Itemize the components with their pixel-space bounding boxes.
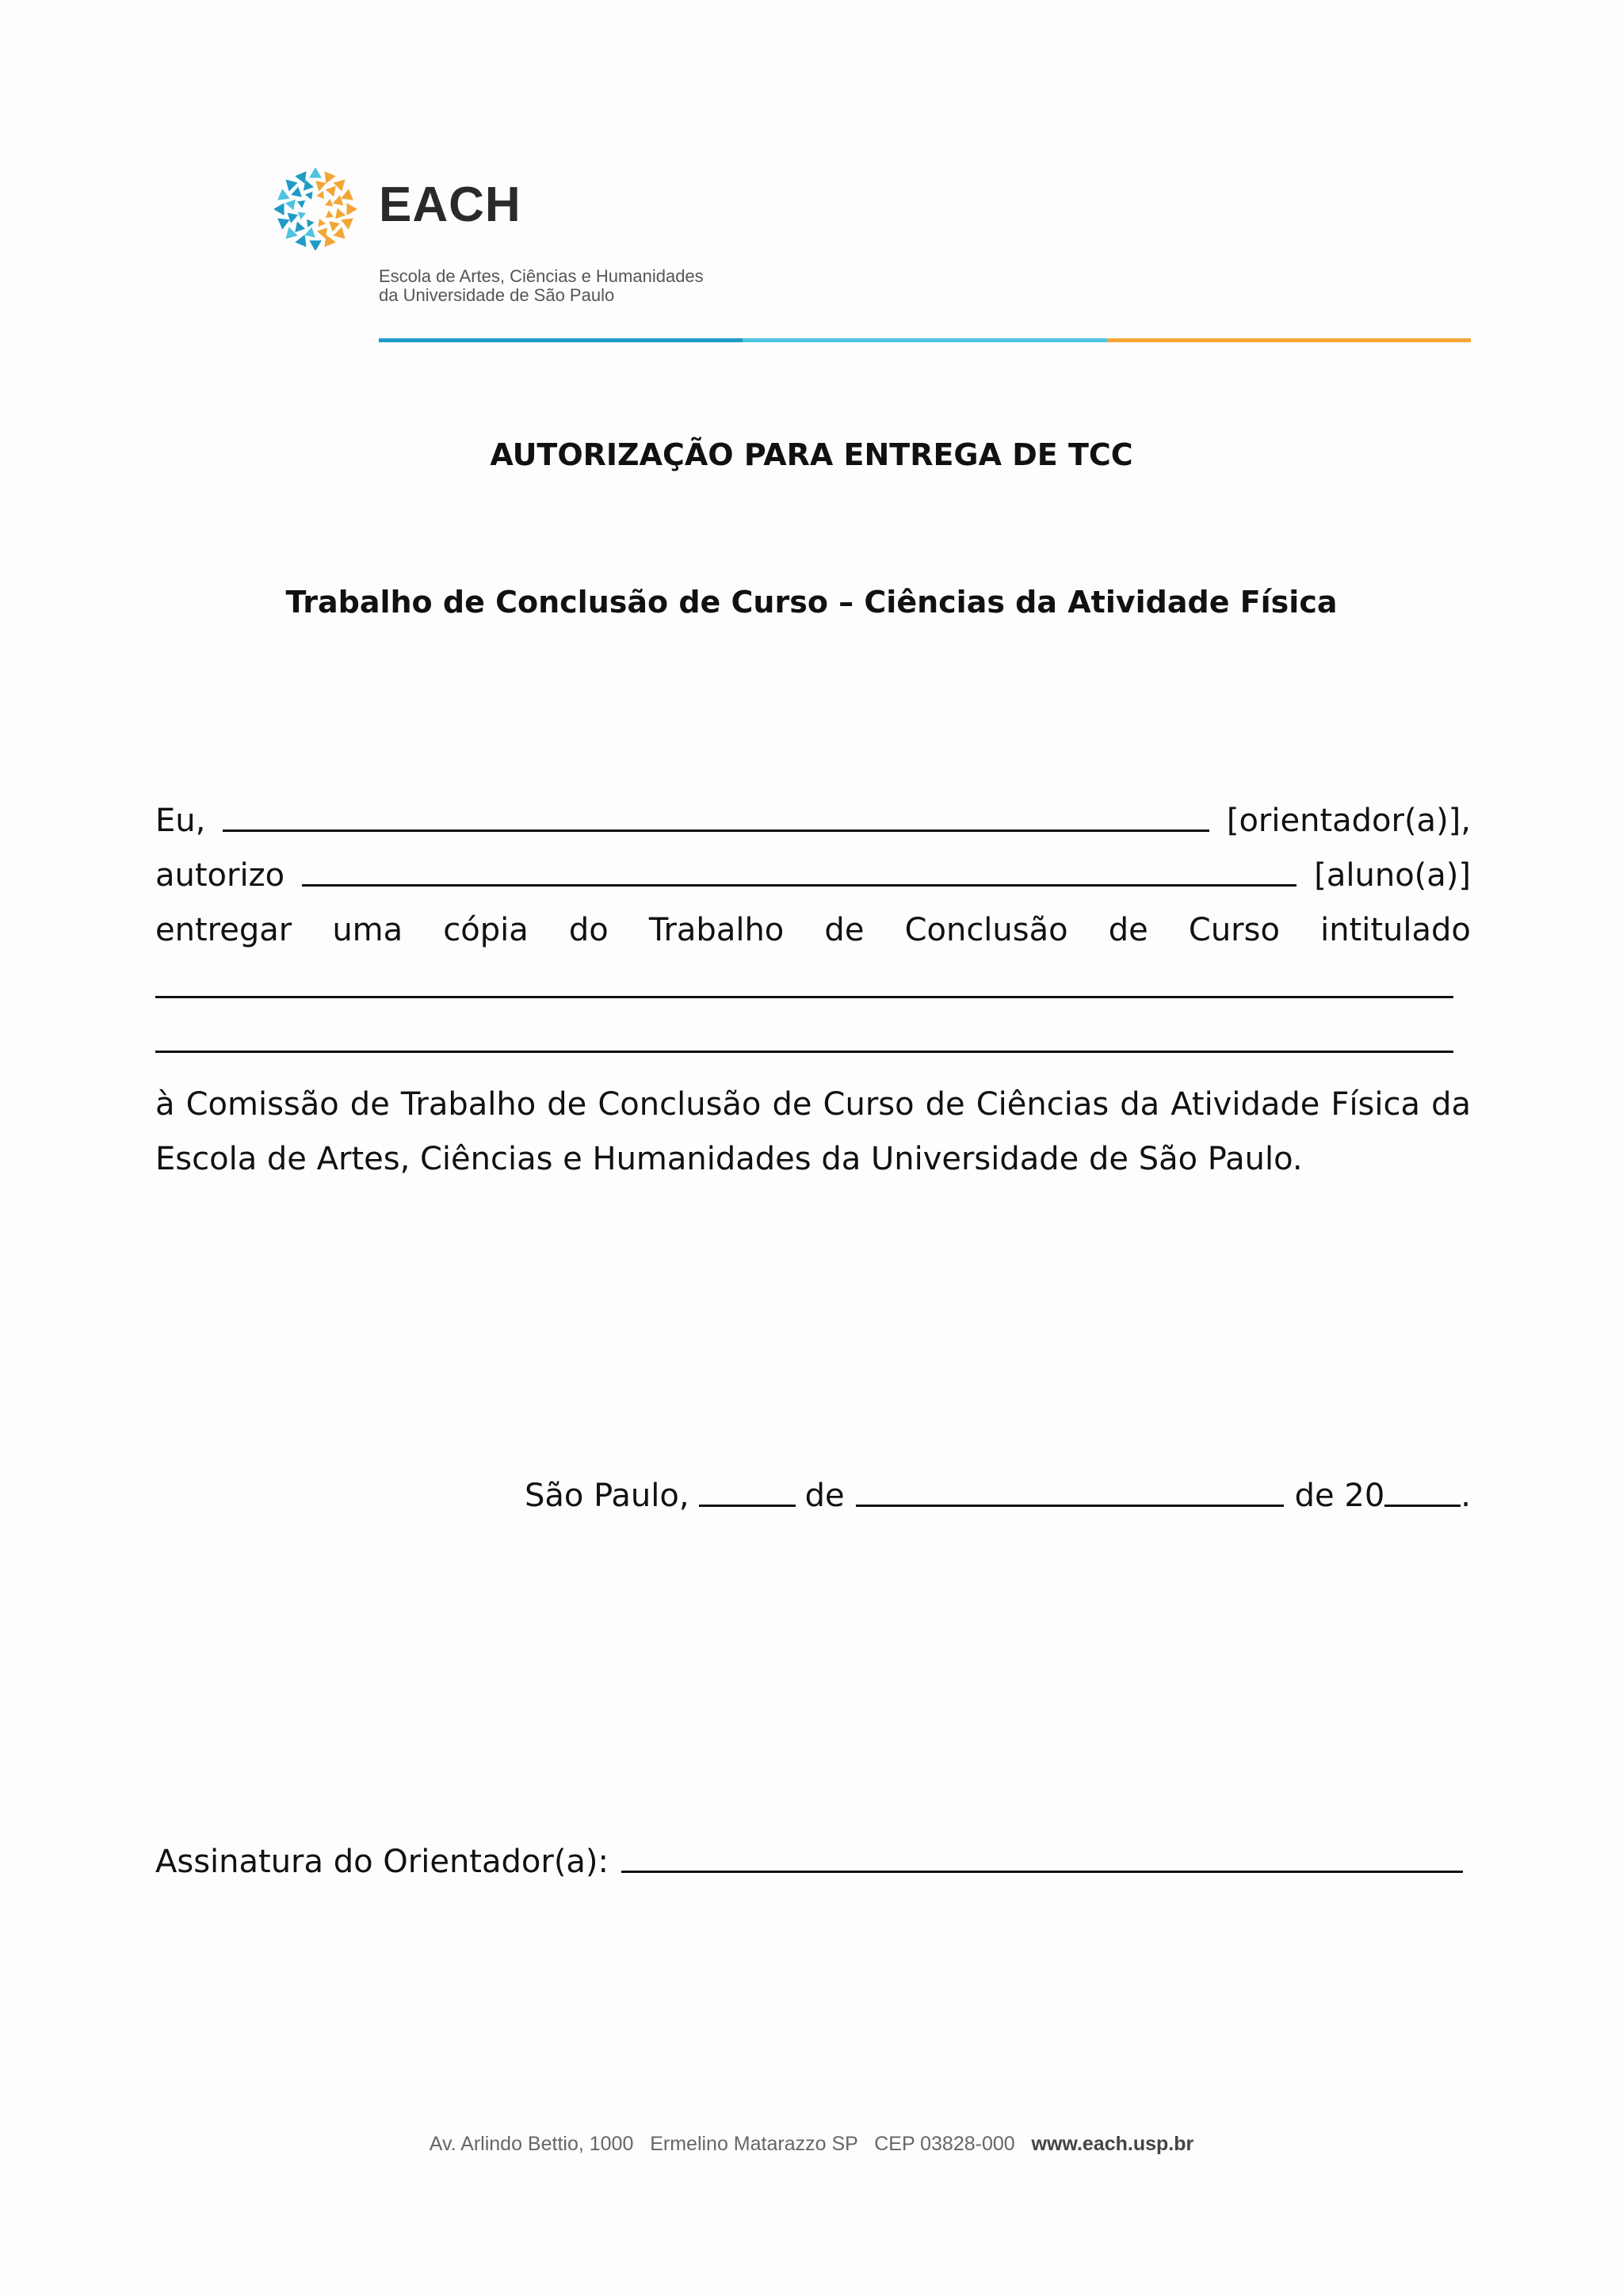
day-field[interactable] bbox=[699, 1503, 796, 1507]
entregar-row bbox=[155, 914, 1471, 946]
logo-triangle bbox=[324, 171, 335, 184]
logo-triangle bbox=[297, 200, 305, 208]
aluno-name-field[interactable] bbox=[302, 883, 1296, 887]
date-city: São Paulo, bbox=[525, 1478, 689, 1514]
logo-triangle bbox=[295, 171, 306, 184]
logo-triangle bbox=[277, 189, 290, 200]
aluno-suffix: [aluno(a)] bbox=[1314, 857, 1471, 894]
month-field[interactable] bbox=[856, 1503, 1284, 1507]
logo-triangle bbox=[326, 210, 334, 218]
eu-label: Eu, bbox=[155, 803, 206, 839]
signature-label: Assinatura do Orientador(a): bbox=[155, 1844, 609, 1880]
logo-triangle bbox=[298, 212, 306, 220]
logo-triangle bbox=[309, 241, 322, 251]
signature-row bbox=[155, 1846, 1463, 1878]
entregar-word: do bbox=[568, 912, 609, 948]
tcc-title-field-line2[interactable] bbox=[155, 1051, 1453, 1053]
logo-triangle bbox=[335, 208, 346, 219]
header-divider-segment bbox=[743, 338, 1106, 342]
orientador-name-field[interactable] bbox=[223, 828, 1209, 832]
autorizo-label: autorizo bbox=[155, 857, 285, 894]
logo-triangle bbox=[324, 235, 335, 247]
institution-name-line2: da Universidade de São Paulo bbox=[379, 285, 615, 305]
date-period: . bbox=[1461, 1478, 1471, 1514]
orientador-suffix: [orientador(a)], bbox=[1226, 803, 1471, 839]
footer-cep: CEP 03828-000 bbox=[874, 2133, 1015, 2155]
logo-triangle bbox=[309, 168, 322, 178]
footer-district: Ermelino Matarazzo SP bbox=[650, 2133, 858, 2155]
entregar-word: de bbox=[1108, 912, 1148, 948]
logo-triangle bbox=[319, 219, 327, 227]
aluno-row bbox=[155, 857, 1471, 894]
tcc-title-field-line1[interactable] bbox=[155, 996, 1453, 998]
logo-triangle bbox=[295, 235, 306, 247]
header-divider-segment bbox=[1107, 338, 1471, 342]
entregar-word: Conclusão bbox=[904, 912, 1068, 948]
entregar-word: Trabalho bbox=[648, 912, 785, 948]
logo-triangle bbox=[307, 219, 315, 227]
each-logo-icon bbox=[274, 168, 357, 250]
logo-triangle bbox=[347, 203, 357, 215]
signature-field[interactable] bbox=[621, 1869, 1463, 1873]
year-field[interactable] bbox=[1384, 1503, 1461, 1507]
footer-street: Av. Arlindo Bettio, 1000 bbox=[429, 2133, 634, 2155]
logo-triangle bbox=[315, 181, 327, 191]
header-divider bbox=[379, 338, 1471, 342]
logo-triangle bbox=[341, 189, 353, 200]
entregar-word: Curso bbox=[1188, 912, 1280, 948]
institution-name-line1: Escola de Artes, Ciências e Humanidades bbox=[379, 266, 704, 286]
logo-triangle bbox=[325, 199, 333, 207]
commission-paragraph: à Comissão de Trabalho de Conclusão de Curso de Ciências da Atividade Física da Escola de Artes, Ciências e Humanidades da Universidade de São Paulo. bbox=[155, 1086, 1471, 1177]
entregar-word: entregar bbox=[155, 912, 292, 948]
entregar-word: de bbox=[824, 912, 865, 948]
header-divider-segment bbox=[379, 338, 743, 342]
date-year-prefix: de 20 bbox=[1294, 1478, 1385, 1514]
logo-triangle bbox=[326, 186, 336, 197]
logo-triangle bbox=[277, 218, 290, 229]
footer-address bbox=[0, 2133, 1623, 2156]
logo-triangle bbox=[274, 203, 285, 215]
logo-triangle bbox=[305, 192, 313, 200]
logo-wordmark: EACH bbox=[379, 177, 521, 232]
date-de-label: de bbox=[804, 1478, 845, 1514]
orientador-row bbox=[155, 805, 1471, 837]
date-row bbox=[525, 1480, 1471, 1512]
entregar-word: intitulado bbox=[1320, 912, 1471, 948]
entregar-word: uma bbox=[332, 912, 403, 948]
logo-triangle bbox=[341, 218, 353, 229]
logo-triangle bbox=[291, 187, 302, 197]
logo-triangle bbox=[316, 191, 324, 199]
logo-triangle bbox=[333, 195, 344, 205]
logo-triangle bbox=[288, 213, 299, 223]
entregar-word: cópia bbox=[443, 912, 529, 948]
footer-website-link[interactable]: www.each.usp.br bbox=[1031, 2133, 1194, 2155]
logo-triangle bbox=[304, 227, 315, 238]
logo-triangle bbox=[329, 221, 340, 231]
logo-triangle bbox=[295, 222, 305, 233]
document-subtitle: Trabalho de Conclusão de Curso – Ciências da Atividade Física bbox=[285, 585, 1338, 620]
document-title: AUTORIZAÇÃO PARA ENTREGA DE TCC bbox=[490, 437, 1133, 472]
logo-triangle bbox=[285, 200, 296, 211]
